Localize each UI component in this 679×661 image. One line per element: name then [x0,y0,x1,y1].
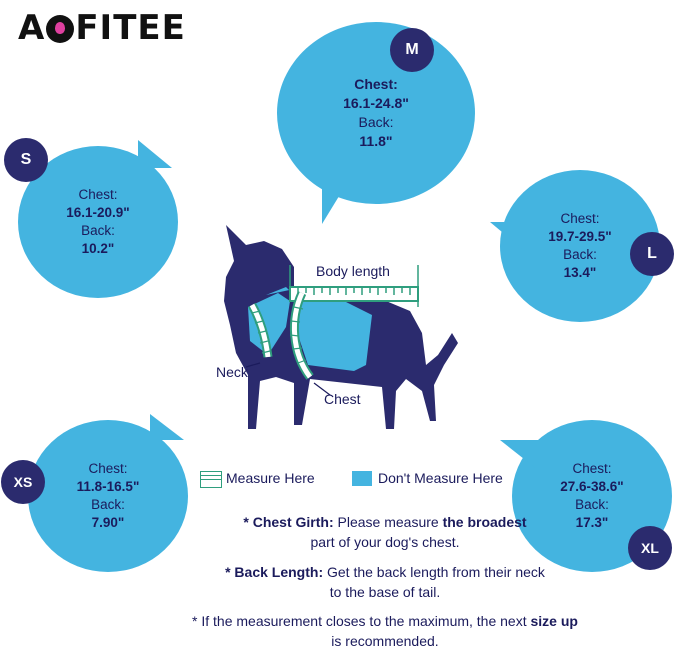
note-back-length [150,562,620,603]
chest-label: Chest [324,391,361,407]
size-badge-xs-label: XS [13,474,33,490]
s-back-value: 10.2" [81,241,115,257]
measure-here-swatch-icon [200,471,222,488]
note-back-length-b: to the base of tail. [329,583,441,600]
notes [150,512,620,661]
m-chest-label: Chest: [354,76,398,93]
l-chest-label: Chest: [560,210,600,226]
size-badge-s-label: S [20,151,32,168]
xl-back-label: Back: [575,497,609,512]
dog-diagram [190,215,510,485]
m-back-value: 11.8" [359,132,393,149]
dog-illustration-svg [190,215,510,485]
note-size-up-a: * If the measurement closes to the maximum, the next [192,613,531,630]
s-chest-value: 16.1-20.9" [66,204,130,220]
size-badge-m-label: M [405,41,419,58]
note-chest-girth-b: the broadest [442,514,527,530]
dont-measure-here-swatch-icon [352,471,372,486]
xl-chest-label: Chest: [572,460,612,476]
xs-chest-label: Chest: [88,460,128,476]
m-back-label: Back: [358,114,394,130]
xl-chest-value: 27.6-38.6" [560,478,624,494]
size-badge-l [630,232,674,276]
brand-post: FITEE [75,8,186,48]
note-back-length-lead: * Back Length: [225,563,324,580]
neck-label: Neck [216,364,248,380]
size-badge-l-label: L [647,245,657,262]
brand-pre: A [18,8,46,48]
measure-here-label: Measure Here [226,470,315,486]
note-size-up-b: size up [530,613,578,630]
size-badge-xl-label: XL [641,540,659,556]
m-chest-value: 16.1-24.8" [343,95,409,112]
size-badge-m [390,28,434,72]
size-badge-s [4,138,48,182]
l-back-label: Back: [563,247,597,262]
body-length-label: Body length [316,263,390,279]
s-chest-label: Chest: [78,186,118,202]
size-badge-xl [628,526,672,570]
size-bubble-xs-tail [150,414,184,440]
note-chest-girth-a: Please measure [333,514,443,530]
s-back-label: Back: [81,223,115,238]
size-bubble-m-text [337,75,415,151]
note-size-up [150,611,620,652]
size-bubble-s-text [60,186,135,259]
note-size-up-c: is recommended. [331,633,439,650]
size-bubble-l-text [542,210,617,283]
size-bubble-s-tail [138,140,172,168]
l-chest-value: 19.7-29.5" [548,228,612,244]
brand-logo [18,8,186,48]
xs-chest-value: 11.8-16.5" [76,478,140,494]
l-back-value: 13.4" [563,265,597,281]
legend [200,470,530,488]
size-bubble-m [277,22,475,204]
xl-back-value: 17.3" [575,515,609,531]
xs-back-label: Back: [91,497,125,512]
note-chest-girth-c: part of your dog's chest. [310,534,460,551]
xs-back-value: 7.90" [91,515,125,531]
note-chest-girth [150,512,620,553]
note-back-length-a: Get the back length from their neck [323,563,545,580]
size-bubble-xs-text [71,460,146,533]
size-badge-xs [1,460,45,504]
note-chest-girth-lead: * Chest Girth: [243,514,334,530]
paw-logo-icon [46,15,74,43]
dont-measure-here-label: Don't Measure Here [378,470,503,486]
